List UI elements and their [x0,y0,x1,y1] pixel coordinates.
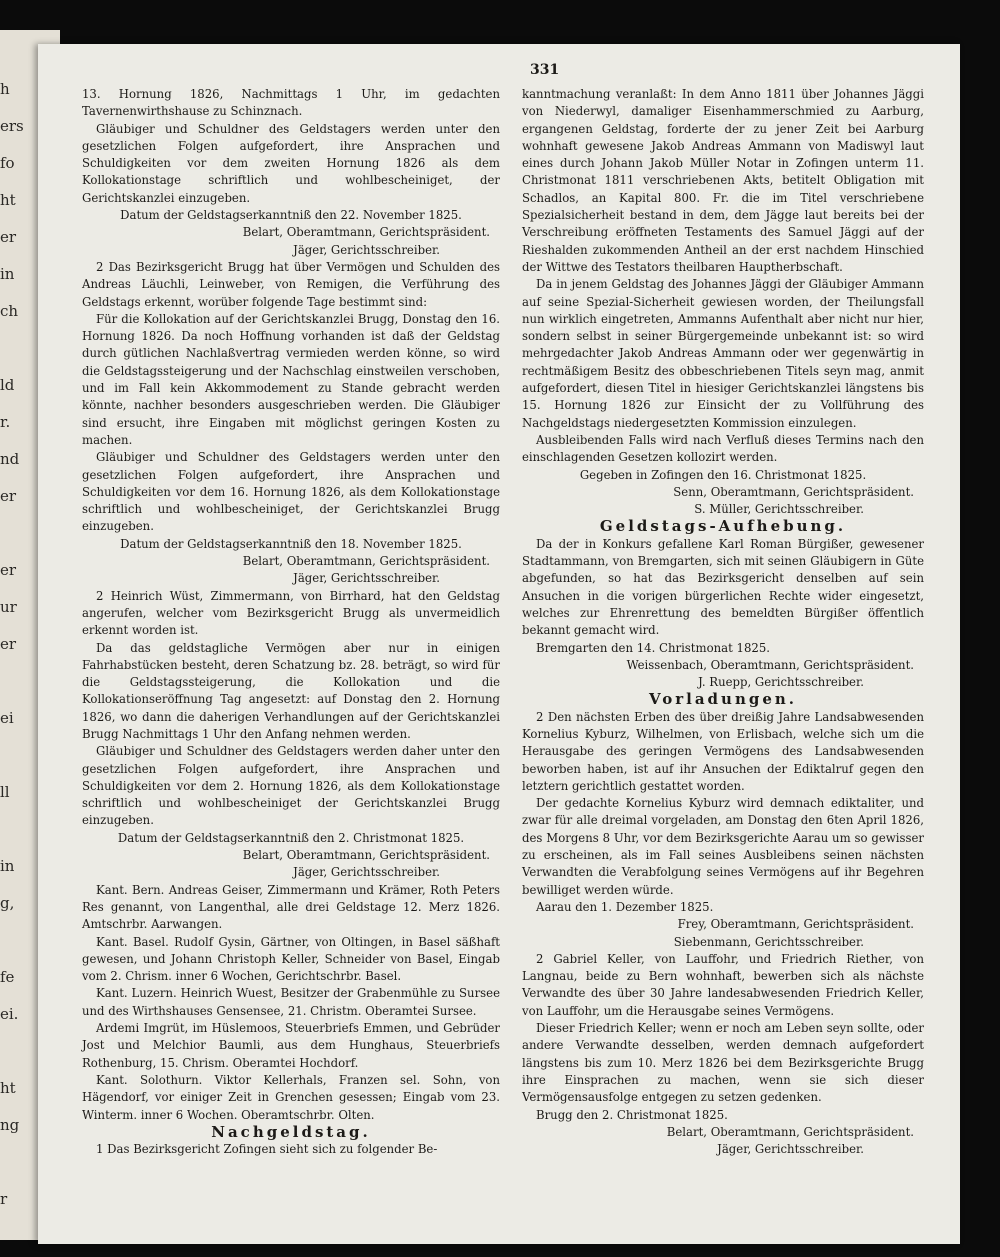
margin-fragment: ht [0,1079,16,1097]
signature-line: Senn, Oberamtmann, Gerichtspräsident. [673,484,914,499]
paragraph: Dieser Friedrich Keller; wenn er noch am Leben seyn sollte, oder andere Verwandte desselben, werden demnach aufgefordert längstens bis zum 10. Merz 1826 bei dem Bezirksgerichte Brugg ihre Einsprachen zu machen, wenn sie sich dieser Vermögensausfolge entgegen zu setzen gedenken. [522,1021,924,1105]
signature-line: S. Müller, Gerichtsschreiber. [694,502,864,517]
paragraph: Da in jenem Geldstag des Johannes Jäggi der Gläubiger Ammann auf seine Spezial-Sicherheit gewiesen worden, der Theilungsfall nun wirklich eingetreten, Ammanns Aufenthalt aber nicht nur hier, sondern selbst in seiner Bürgergemeinde unbekannt ist: so wird mehrgedachter Jakob Andreas Ammann oder wer gegenwärtig in rechtmäßigem Besitz des obbeschriebenen Titels seyn mag, anmit aufgefordert, diesen Titel in hiesiger Gerichtskanzlei längstens bis 15. Hornung 1826 zur Einsicht der zu Vollführung des Nachgeldstags niedergesetzten Kommission einzulegen. [522,277,924,430]
signature-line: Belart, Oberamtmann, Gerichtspräsident. [666,1124,914,1139]
signature-line: Frey, Oberamtmann, Gerichtspräsident. [677,917,914,932]
left-column [82,86,500,1158]
paragraph: Ardemi Imgrüt, im Hüslemoos, Steuerbriefs Emmen, und Gebrüder Jost und Melchior Baumli, aus dem Hunghaus, Steuerbriefs Rothenburg, 15. Chrism. Oberamtei Hochdorf. [82,1021,500,1070]
paragraph: Gläubiger und Schuldner des Geldstagers werden unter den gesetzlichen Folgen aufgefordert, ihre Ansprachen und Schuldigkeiten vor dem 16. Hornung 1826, als dem Kollokationstage schriftlich und wohlbescheiniget, der Gerichtskanzlei Brugg einzugeben. [82,450,500,534]
paragraph: Kant. Bern. Andreas Geiser, Zimmermann und Krämer, Roth Peters Res genannt, von Langenthal, alle drei Geldstage 12. Merz 1826. Amtschrbr. Aarwangen. [82,882,500,932]
margin-fragment: fe [0,968,15,986]
margin-fragment: ht [0,191,16,209]
date-line: Datum der Geldstagserkanntniß den 2. Christmonat 1825. [117,830,465,845]
signature-line: J. Ruepp, Gerichtsschreiber. [698,675,864,690]
margin-fragment: ei. [0,1005,19,1023]
paragraph: Für die Kollokation auf der Gerichtskanzlei Brugg, Donstag den 16. Hornung 1826. Da noch Hoffnung vorhanden ist daß der Geldstag durch gütlichen Nachlaßvertrag vermieden werden könne, so wird die Geldstagssteigerung und der Nachschlag einstweilen verschoben, und im Fall kein Akkommodement zu Stande gebracht werden könnte, nachher besonders ausgeschrieben werden. Die Gläubiger sind ersucht, ihre Eingaben mit möglichst geringen Kosten zu machen. [82,311,500,447]
signature-line: Belart, Oberamtmann, Gerichtspräsident. [242,554,490,569]
paragraph: Da das geldstagliche Vermögen aber nur in einigen Fahrhabstücken besteht, deren Schatzung bz. 28. beträgt, so wird für die Geldstagssteigerung, die Kollokation und die Kollokationseröffnung Tag angesetzt: auf Donstag den 2. Hornung 1826, wo dann die daherigen Verhandlungen auf der Gerichtskanzlei Brugg Nachmittags 1 Uhr den Anfang nehmen werden. [82,640,500,741]
margin-fragment: er [0,487,17,505]
section-heading: Geldstags-Aufhebung. [599,517,847,536]
margin-fragment: h [0,80,10,98]
paragraph: 13. Hornung 1826, Nachmittags 1 Uhr, im gedachten Tavernenwirthshause zu Schinznach. [82,87,500,119]
signature-line: Jäger, Gerichtsschreiber. [293,242,440,257]
margin-fragment: ei [0,709,14,727]
margin-fragment: ld [0,376,15,394]
signature-line: Belart, Oberamtmann, Gerichtspräsident. [242,225,490,240]
paragraph: Kant. Luzern. Heinrich Wuest, Besitzer der Grabenmühle zu Sursee und des Wirthshauses Gensensee, 21. Christm. Oberamtei Sursee. [82,986,500,1018]
margin-fragment: er [0,561,17,579]
margin-fragment: ch [0,302,19,320]
right-column [522,86,924,1158]
date-line: Brugg den 2. Christmonat 1825. [536,1107,728,1122]
paragraph: Gläubiger und Schuldner des Geldstagers werden daher unter den gesetzlichen Folgen aufgefordert, ihre Ansprachen und Schuldigkeiten vor dem 2. Hornung 1826, als dem Kollokationstage schriftlich und wohlbescheiniget der Gerichtskanzlei Brugg einzugeben. [82,744,500,828]
page-number: 331 [530,62,560,78]
date-line: Datum der Geldstagserkanntniß den 18. November 1825. [120,536,462,551]
signature-line: Jäger, Gerichtsschreiber. [717,1142,864,1157]
margin-fragment: fo [0,154,15,172]
margin-fragment: ng [0,1116,20,1134]
paragraph: Kant. Basel. Rudolf Gysin, Gärtner, von Oltingen, in Basel säßhaft gewesen, und Johann Christoph Keller, Schneider von Basel, Eingab vom 2. Chrism. inner 6 Wochen, Gerichtschrbr. Basel. [82,934,500,984]
signature-line: Weissenbach, Oberamtmann, Gerichtspräsident. [626,657,914,672]
paragraph: 1 Das Bezirksgericht Zofingen sieht sich zu folgender Be- [96,1142,438,1157]
paragraph: Kant. Solothurn. Viktor Kellerhals, Franzen sel. Sohn, von Hägendorf, vor einiger Zeit in Grenchen gesessen; Eingab vom 23. Winterm. inner 6 Wochen. Oberamtschrbr. Olten. [82,1072,500,1122]
signature-line: Jäger, Gerichtsschreiber. [293,865,440,880]
date-line: Aarau den 1. Dezember 1825. [536,899,714,914]
paragraph: 2 Das Bezirksgericht Brugg hat über Vermögen und Schulden des Andreas Läuchli, Leinweber, von Remigen, die Verführung des Geldstags erkennt, worüber folgende Tage bestimmt sind: [82,259,500,309]
margin-fragment: in [0,857,15,875]
paragraph: 2 Gabriel Keller, von Lauffohr, und Friedrich Riether, von Langnau, beide zu Bern wohnhaft, bewerben sich als nächste Verwandte des über 30 Jahre landesabwesenden Friedrich Keller, von Lauffohr, um die Herausgabe seines Vermögens. [522,951,924,1018]
date-line: Datum der Geldstagserkanntniß den 22. November 1825. [120,208,462,223]
paragraph: Gläubiger und Schuldner des Geldstagers werden unter den gesetzlichen Folgen aufgefordert, ihre Ansprachen und Schuldigkeiten vor dem zweiten Hornung 1826 als dem Kollokationstage schriftlich und wohlbescheiniget, der Gerichtskanzlei einzugeben. [82,121,500,205]
paragraph: Der gedachte Kornelius Kyburz wird demnach ediktaliter, und zwar für alle dreimal vorgeladen, am Donstag den 6ten April 1826, des Morgens 8 Uhr, vor dem Bezirksgerichte Aarau um so gewisser zu erscheinen, als im Fall seines Ausbleibens seinen nächsten Verwandten die Verabfolgung seines Vermögens auf ihr Begehren bewilliget werden würde. [522,796,924,897]
margin-fragment: r. [0,413,11,431]
margin-fragment: er [0,228,17,246]
margin-fragment: ll [0,783,10,801]
date-line: Gegeben in Zofingen den 16. Christmonat 1825. [579,467,867,482]
paragraph: kanntmachung veranlaßt: In dem Anno 1811 über Johannes Jäggi von Niederwyl, damaliger Eisenhammerschmied zu Aarburg, ergangenen Geldstag, forderte der zu jener Zeit bei Aarburg wohnhaft gewesene Jakob Andreas Ammann von Madiswyl laut eines durch Johann Jakob Müller Notar in Zofingen unterm 11. Christmonat 1811 verschriebenen Akts, betitelt Obligation mit Schadlos, an Kapital 800. Fr. die im Titel verschriebene Spezialsicherheit bestand in dem, dem Jägge laut bereits bei der Verschreibung eröffneten Testaments des Samuel Jäggi auf der Rieshalden zukommenden Antheil an der erst nachdem Hinschied der Wittwe des Testators theilbaren Hauptherbschaft. [522,87,924,274]
paragraph: 2 Heinrich Wüst, Zimmermann, von Birrhard, hat den Geldstag angerufen, welcher vom Bezirksgericht Brugg als unvermeidlich erkennt worden ist. [82,588,500,638]
margin-fragment: in [0,265,15,283]
signature-line: Siebenmann, Gerichtsschreiber. [673,934,864,949]
newspaper-page [38,44,960,1244]
margin-fragment: r [0,1190,8,1208]
paragraph: 2 Den nächsten Erben des über dreißig Jahre Landsabwesenden Kornelius Kyburz, Wilhelmen, von Erlisbach, welche sich um die Herausgabe des geringen Vermögens des Landsabwesenden beworben haben, ist auf ihr Ansuchen der Ediktalruf gegen den letztern gerichtlich gestattet worden. [522,709,924,793]
margin-fragment: nd [0,450,20,468]
margin-fragment: ur [0,598,17,616]
paragraph: Ausbleibenden Falls wird nach Verfluß dieses Termins nach den einschlagenden Gesetzen kollozirt werden. [522,432,924,465]
signature-line: Belart, Oberamtmann, Gerichtspräsident. [242,848,490,863]
section-heading: Vorladungen. [648,690,798,709]
signature-line: Jäger, Gerichtsschreiber. [293,571,440,586]
section-heading: Nachgeldstag. [211,1122,371,1141]
date-line: Bremgarten den 14. Christmonat 1825. [536,640,770,655]
paragraph: Da der in Konkurs gefallene Karl Roman Bürgißer, gewesener Stadtammann, von Bremgarten, sich mit seinen Gläubigern in Güte abgefunden, so hat das Bezirksgericht denselben auf sein Ansuchen in die vorigen bürgerlichen Rechte wider eingesetzt, welches zur Ehrenrettung des bemeldten Bürgißer öffentlich bekannt gemacht wird. [522,536,924,638]
margin-fragment: g, [0,894,15,912]
margin-fragment: ers [0,117,24,135]
margin-fragment: er [0,635,17,653]
